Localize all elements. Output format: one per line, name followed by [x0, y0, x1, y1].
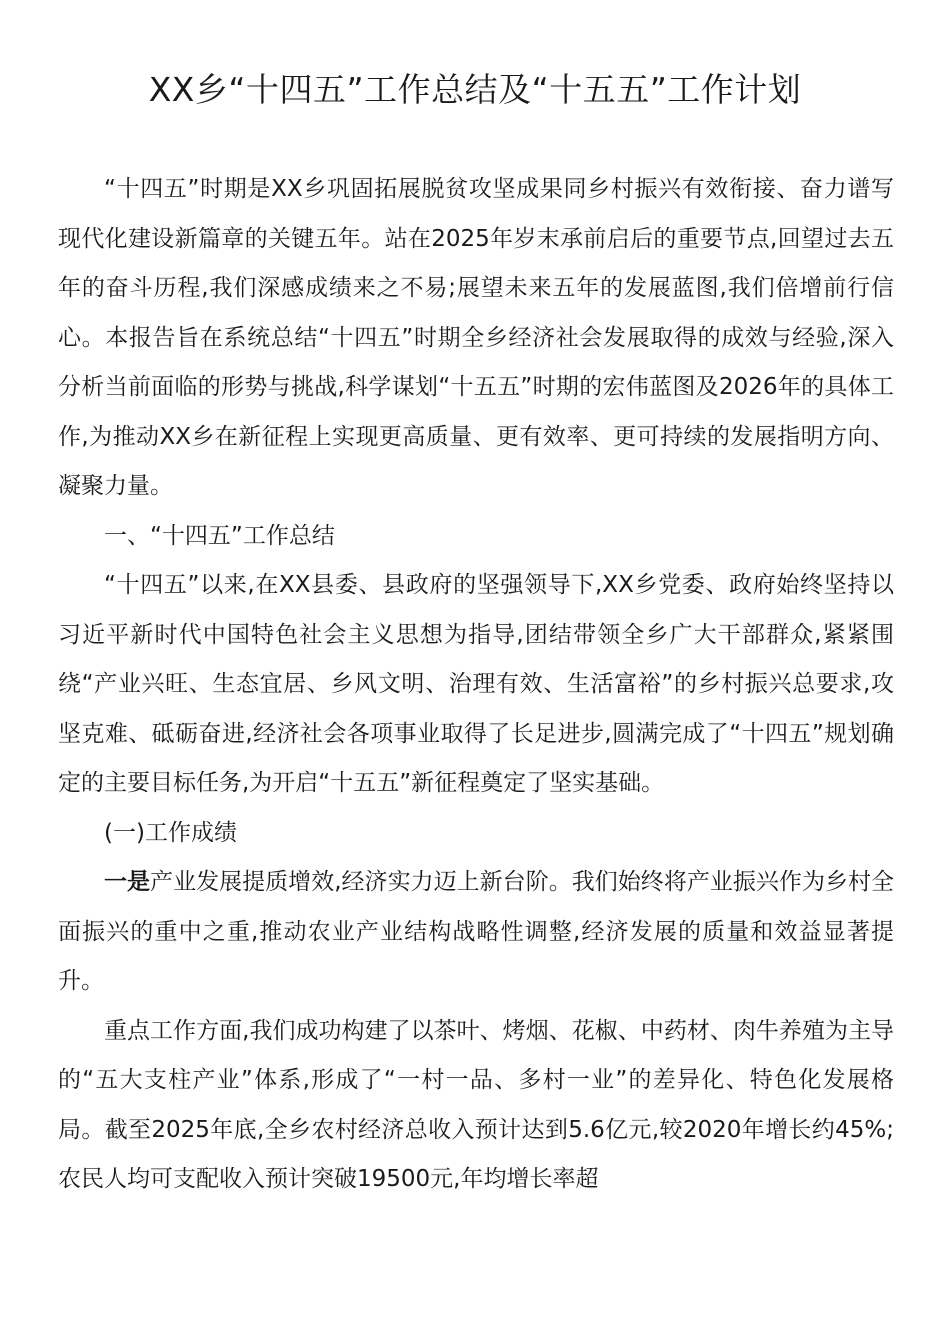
detail-paragraph: 重点工作方面,我们成功构建了以茶叶、烤烟、花椒、中药材、肉牛养殖为主导的“五大支柱产业”体系,形成了“一村一品、多村一业”的差异化、特色化发展格局。截至2025年底,全乡农村经济总收入预计达到5.6亿元,较2020年增长约45%;农民人均可支配收入预计突破19500元,年均增长率超	[58, 1017, 894, 1192]
item-text: 产业发展提质增效,经济实力迈上新台阶。我们始终将产业振兴作为乡村全面振兴的重中之重,推动农业产业结构战略性调整,经济发展的质量和效益显著提升。	[58, 869, 895, 994]
subsection-heading: (一)工作成绩	[104, 819, 237, 846]
document-body	[58, 165, 894, 1205]
item-paragraph	[58, 858, 894, 1007]
document-title: XX乡“十四五”工作总结及“十五五”工作计划	[148, 70, 802, 109]
item-lead: 一是	[104, 869, 151, 895]
intro-paragraph: “十四五”时期是XX乡巩固拓展脱贫攻坚成果同乡村振兴有效衔接、奋力谱写现代化建设新篇章的关键五年。站在2025年岁末承前启后的重要节点,回望过去五年的奋斗历程,我们深感成绩来之不易;展望未来五年的发展蓝图,我们倍增前行信心。本报告旨在系统总结“十四五”时期全乡经济社会发展取得的成效与经验,深入分析当前面临的形势与挑战,科学谋划“十五五”时期的宏伟蓝图及2026年的具体工作,为推动XX乡在新征程上实现更高质量、更有效率、更可持续的发展指明方向、凝聚力量。	[58, 176, 894, 499]
section-paragraph: “十四五”以来,在XX县委、县政府的坚强领导下,XX乡党委、政府始终坚持以习近平新时代中国特色社会主义思想为指导,团结带领全乡广大干部群众,紧紧围绕“产业兴旺、生态宜居、乡风文明、治理有效、生活富裕”的乡村振兴总要求,攻坚克难、砥砺奋进,经济社会各项事业取得了长足进步,圆满完成了“十四五”规划确定的主要目标任务,为开启“十五五”新征程奠定了坚实基础。	[58, 572, 894, 796]
section-heading: 一、“十四五”工作总结	[104, 522, 335, 549]
